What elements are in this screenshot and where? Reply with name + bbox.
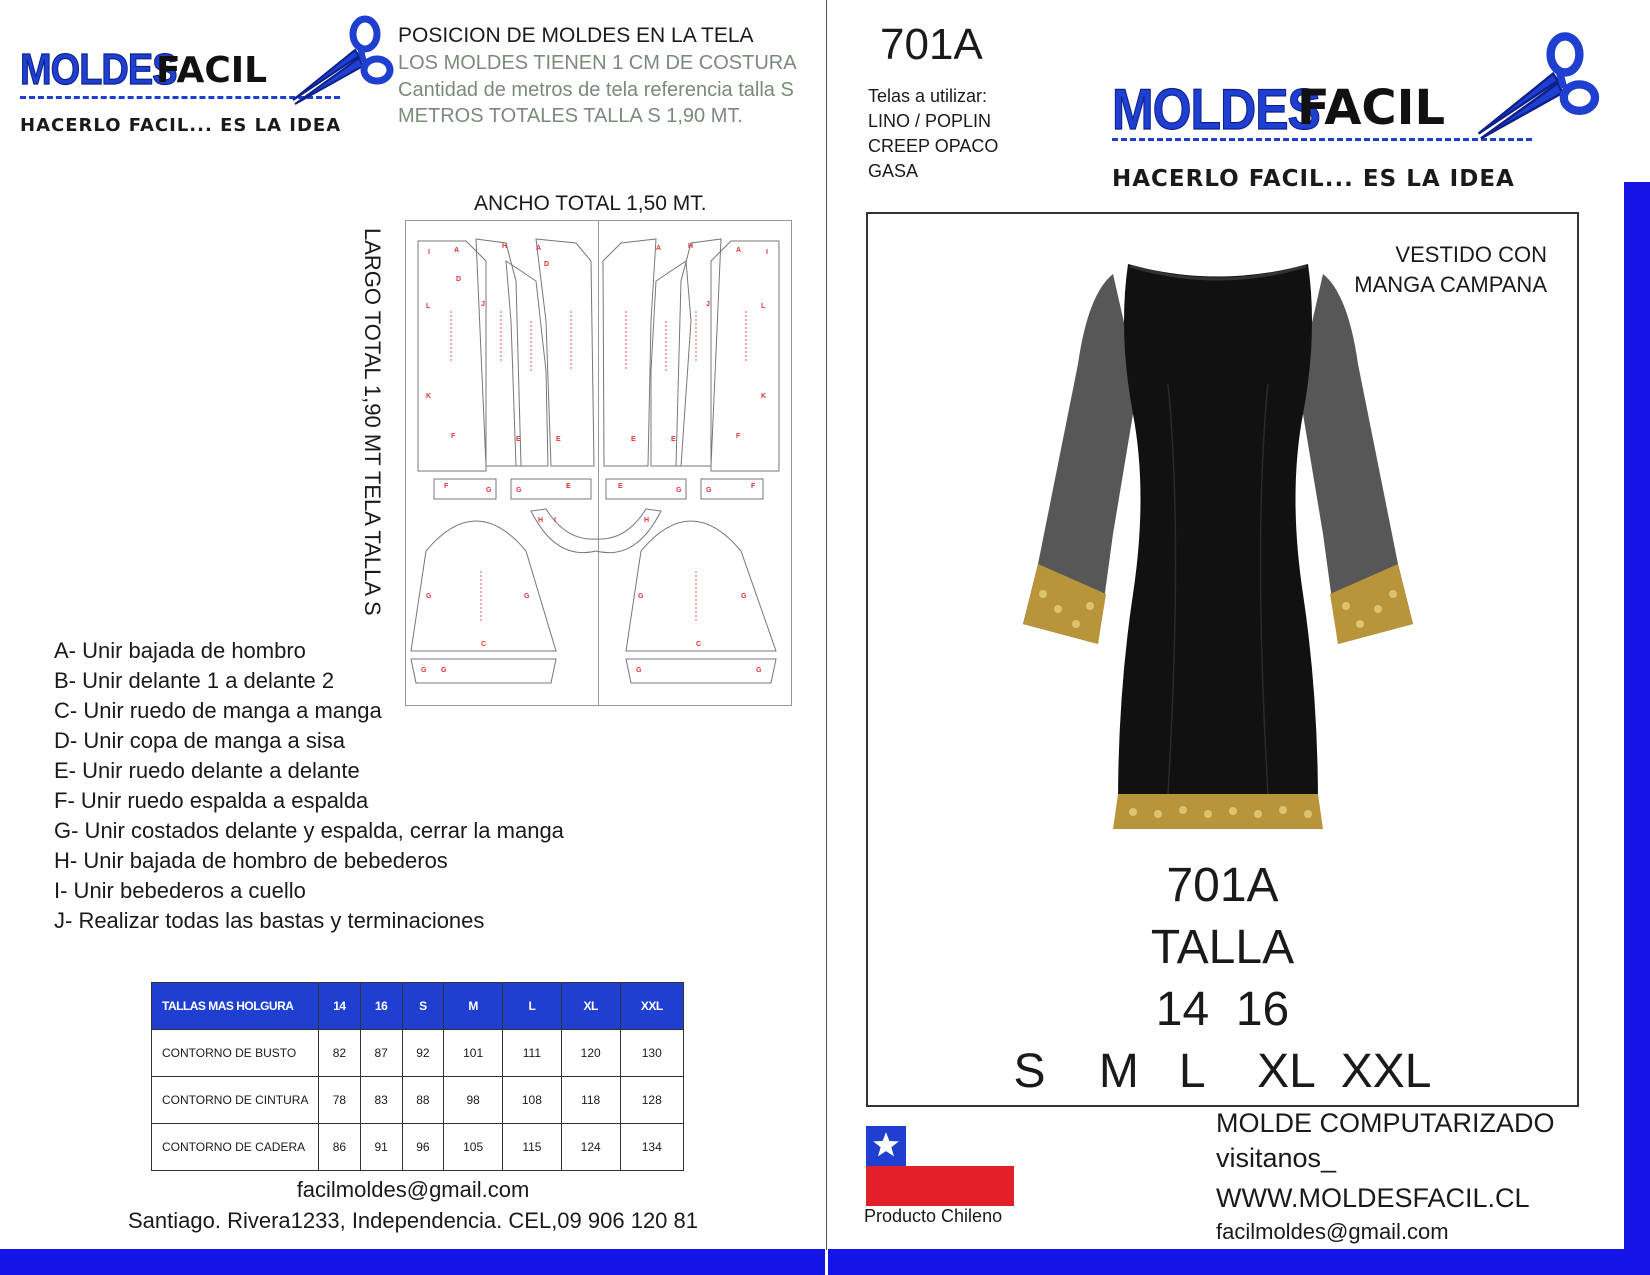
size-table-header: TALLAS MAS HOLGURA	[152, 983, 319, 1030]
piece-letter: G	[756, 667, 762, 674]
logo-tagline: HACERLO FACIL... ES LA IDEA	[1112, 166, 1515, 192]
product-code: 701A	[1166, 859, 1279, 912]
size-table-cell: 120	[561, 1030, 620, 1077]
size-table-cell: 86	[319, 1124, 361, 1171]
piece-letter: G	[441, 667, 447, 674]
piece-letter: C	[696, 641, 702, 648]
instruction-item: G- Unir costados delante y espalda, cerrar la manga	[54, 818, 564, 843]
pattern-pieces-svg	[406, 221, 791, 705]
pattern-piece-sleeve-ruffle-right	[626, 659, 776, 683]
fabrics-title: Telas a utilizar:	[868, 86, 988, 106]
piece-letter: F	[444, 483, 449, 490]
piece-letter: H	[644, 517, 650, 524]
flag-caption: Producto Chileno	[864, 1206, 1003, 1226]
width-label: ANCHO TOTAL 1,50 MT.	[474, 192, 707, 215]
size-table-cell: 130	[620, 1030, 683, 1077]
piece-letter: E	[556, 436, 561, 443]
piece-letter: G	[636, 667, 642, 674]
instruction-item: E- Unir ruedo delante a delante	[54, 758, 360, 783]
piece-letter: G	[706, 487, 712, 494]
size-table-cell: 111	[503, 1030, 562, 1077]
model-code-top: 701A	[880, 20, 983, 69]
size-table-header: XXL	[620, 983, 683, 1030]
table-row	[152, 1124, 684, 1171]
size-table-cell: 134	[620, 1124, 683, 1171]
footer-email[interactable]: facilmoldes@gmail.com	[296, 1177, 530, 1202]
header-line-3: METROS TOTALES TALLA S 1,90 MT.	[398, 105, 743, 127]
page-divider	[826, 0, 827, 1250]
piece-letter: G	[516, 487, 522, 494]
piece-letter: A	[656, 245, 662, 252]
pattern-piece-front-left-2	[506, 261, 548, 466]
size-table-cell: 105	[444, 1124, 503, 1171]
piece-letter: D	[544, 261, 550, 268]
instruction-item: D- Unir copa de manga a sisa	[54, 728, 346, 753]
size-table-cell: 128	[620, 1077, 683, 1124]
bottom-bar-left	[0, 1249, 825, 1275]
size-table-header-row	[152, 983, 684, 1030]
fabric-line-2: CREEP OPACO	[868, 136, 999, 156]
table-row	[152, 1030, 684, 1077]
layout-title: POSICION DE MOLDES EN LA TELA	[398, 24, 754, 47]
size-table-cell: 118	[561, 1077, 620, 1124]
logo-moldes-text: MOLDES	[20, 46, 177, 95]
logo-tagline: HACERLO FACIL... ES LA IDEA	[20, 115, 342, 136]
piece-letter: H	[502, 243, 508, 250]
size-table-cell: CONTORNO DE CADERA	[152, 1124, 319, 1171]
piece-letter: L	[426, 303, 431, 310]
flag-white-band	[906, 1126, 1014, 1166]
piece-letter: G	[426, 593, 432, 600]
size-table-cell: 87	[360, 1030, 402, 1077]
size-table-cell: CONTORNO DE BUSTO	[152, 1030, 319, 1077]
piece-letter: D	[456, 276, 462, 283]
piece-letter: K	[761, 393, 767, 400]
pattern-piece-front-center-right	[603, 239, 656, 466]
size-table-cell: 83	[360, 1077, 402, 1124]
piece-letter: G	[676, 487, 682, 494]
scissors-icon	[285, 12, 395, 112]
piece-letter: I	[428, 249, 430, 256]
piece-letter: K	[426, 393, 432, 400]
size-table-cell: 98	[444, 1077, 503, 1124]
product-name-line-1: VESTIDO CON	[1395, 242, 1547, 267]
piece-letter: C	[481, 641, 487, 648]
piece-letter: H	[538, 517, 544, 524]
flag-red-band	[866, 1166, 1014, 1206]
piece-letter: H	[688, 243, 694, 250]
logo-moldes-text: MOLDES	[1112, 77, 1320, 142]
logo-facil-text: FACIL	[156, 50, 268, 91]
instruction-item: A- Unir bajada de hombro	[54, 638, 306, 663]
size-table-header: 16	[360, 983, 402, 1030]
instruction-item: B- Unir delante 1 a delante 2	[54, 668, 335, 693]
side-bar-right	[1624, 182, 1650, 1275]
piece-letter: E	[631, 436, 636, 443]
footer-address: Santiago. Rivera1233, Independencia. CEL,09 906 120 81	[128, 1208, 698, 1233]
instruction-item: J- Realizar todas las bastas y terminaciones	[54, 908, 485, 933]
header-line-1: LOS MOLDES TIENEN 1 CM DE COSTURA	[398, 52, 797, 74]
dress-illustration	[1018, 234, 1418, 874]
size-table-cell: 101	[444, 1030, 503, 1077]
product-name-line-2: MANGA CAMPANA	[1354, 272, 1547, 297]
piece-letter: G	[524, 593, 530, 600]
piece-letter: E	[566, 483, 571, 490]
size-table-cell: 108	[503, 1077, 562, 1124]
pattern-piece-hem-center-left	[511, 479, 591, 499]
chile-flag	[866, 1126, 1014, 1206]
piece-letter: J	[481, 301, 485, 308]
size-table-cell: CONTORNO DE CINTURA	[152, 1077, 319, 1124]
size-table-cell: 124	[561, 1124, 620, 1171]
piece-letter: F	[751, 483, 756, 490]
instruction-item: I- Unir bebederos a cuello	[54, 878, 306, 903]
pattern-piece-sleeve-left	[411, 521, 556, 651]
piece-letter: A	[736, 247, 742, 254]
piece-letter: F	[451, 433, 456, 440]
size-table	[151, 982, 684, 1171]
piece-letter: F	[736, 433, 741, 440]
sizes-line-2: S M L XL XXL	[1013, 1045, 1432, 1098]
pattern-piece-neck-facing	[531, 509, 661, 553]
piece-letter: G	[421, 667, 427, 674]
scissors-icon	[1455, 28, 1615, 148]
size-table-cell: 92	[402, 1030, 444, 1077]
info-line-1: MOLDE COMPUTARIZADO	[1216, 1108, 1555, 1138]
product-box	[866, 212, 1579, 1107]
piece-letter: A	[536, 245, 542, 252]
piece-letter: A	[454, 247, 460, 254]
pattern-piece-sleeve-right	[626, 521, 776, 651]
piece-letter: L	[761, 303, 766, 310]
piece-letter: G	[638, 593, 644, 600]
info-line-2: visitanos_	[1216, 1143, 1337, 1173]
header-line-2: Cantidad de metros de tela referencia talla S	[398, 79, 794, 101]
piece-letter: E	[516, 436, 521, 443]
info-email[interactable]: facilmoldes@gmail.com	[1216, 1219, 1449, 1244]
piece-letter: E	[671, 436, 676, 443]
instruction-item: F- Unir ruedo espalda a espalda	[54, 788, 369, 813]
piece-letter: G	[741, 593, 747, 600]
fabric-line-1: LINO / POPLIN	[868, 111, 992, 131]
size-table-header: S	[402, 983, 444, 1030]
pattern-piece-front-center-left	[536, 239, 594, 466]
pattern-layout	[405, 220, 792, 706]
size-table-header: M	[444, 983, 503, 1030]
website-link[interactable]: WWW.MOLDESFACIL.CL	[1216, 1183, 1530, 1213]
piece-letter: G	[486, 487, 492, 494]
star-icon	[872, 1131, 900, 1159]
size-table-cell: 78	[319, 1077, 361, 1124]
table-row	[152, 1077, 684, 1124]
pattern-piece-front-left-1	[476, 239, 521, 466]
size-table-header: XL	[561, 983, 620, 1030]
instruction-item: C- Unir ruedo de manga a manga	[54, 698, 382, 723]
instruction-item: H- Unir bajada de hombro de bebederos	[54, 848, 448, 873]
pattern-piece-back-right	[711, 241, 779, 471]
size-table-cell: 91	[360, 1124, 402, 1171]
size-table-cell: 82	[319, 1030, 361, 1077]
piece-letter: E	[618, 483, 623, 490]
sizes-line-1: 14 16	[1155, 983, 1290, 1036]
size-table-header: L	[503, 983, 562, 1030]
pattern-piece-front-right-1	[676, 239, 721, 466]
logo-facil-text: FACIL	[1297, 80, 1446, 136]
size-table-cell: 96	[402, 1124, 444, 1171]
size-table-header: 14	[319, 983, 361, 1030]
size-table-cell: 115	[503, 1124, 562, 1171]
size-title: TALLA	[1150, 921, 1295, 974]
piece-letter: I	[766, 249, 768, 256]
bottom-bar-right	[828, 1249, 1650, 1275]
assembly-instructions	[54, 636, 564, 936]
fabric-line-3: GASA	[868, 161, 919, 181]
piece-letter: J	[706, 301, 710, 308]
size-table-cell: 88	[402, 1077, 444, 1124]
piece-letter: I	[554, 517, 556, 524]
length-label: LARGO TOTAL 1,90 MT TELA TALLA S	[360, 228, 385, 616]
